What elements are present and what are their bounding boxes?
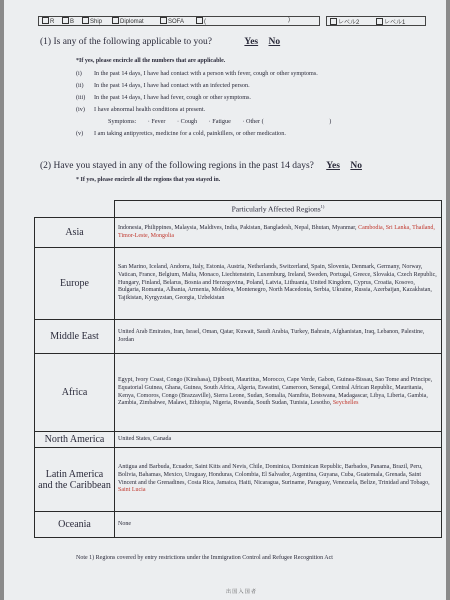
symptoms-line (108, 118, 331, 125)
q1-item-i[interactable] (76, 70, 318, 77)
option-label: Diplomat (120, 19, 144, 25)
country-highlight: Cambodia, Sri Lanka, Thailand, Timor-Leste, Mongolia (118, 224, 435, 239)
q1-no-option[interactable]: No (268, 37, 281, 47)
table-row (35, 354, 442, 432)
q1-yes-option[interactable]: Yes (244, 37, 259, 47)
checkbox-icon (376, 18, 383, 25)
symptom-other-close: ) (329, 118, 332, 125)
option-diplomat[interactable] (112, 17, 144, 25)
form-sheet (4, 0, 446, 600)
option-label: B (70, 19, 75, 25)
option-b[interactable] (62, 17, 74, 25)
countries-africa (115, 354, 442, 432)
country-list: Antigua and Barbuda, Ecuador, Saint Kitts and Nevis, Chile, Dominica, Dominican Republic, Barbados, Panama, Brazil, Peru, Bolivia, Bahamas, Mexico, Uruguay, Honduras, Colombia, El Salvador, Argentina, Guyana, Cuba, Guatemala, Grenada, Saint Vincent and the Grenadines, Costa Rica, Jamaica, Haiti, Nicaragua, Suriname, Paraguay, Venezuela, Belize, Trinidad and Tobago, (118, 464, 430, 486)
table-header-row (35, 201, 442, 218)
q1-item-iv[interactable] (76, 106, 205, 113)
option-label: レベル2 (338, 20, 360, 26)
symptom-fever[interactable]: · Fever (147, 118, 166, 125)
question-2 (40, 161, 362, 171)
item-number: (i) (76, 70, 82, 77)
countries-middle-east (115, 320, 442, 354)
close-paren: ) (288, 17, 290, 23)
region-north-america[interactable]: North America (35, 432, 115, 448)
symptom-cough[interactable]: · Cough (177, 118, 198, 125)
country-list: United States, Canada (118, 435, 172, 442)
option-ship[interactable] (82, 17, 102, 25)
q1-item-ii[interactable] (76, 82, 250, 89)
checkbox-icon (62, 17, 69, 24)
q2-no-option[interactable]: No (350, 161, 362, 171)
stamp-text: 出 国 入 国 者 (226, 590, 257, 595)
option-label: Ship (90, 19, 103, 25)
countries-north-america (115, 432, 442, 448)
question-1-text: (1) Is any of the following applicable to you? (40, 37, 213, 47)
checkbox-icon (160, 17, 167, 24)
table-header-text: Particularly Affected Regions (231, 204, 321, 214)
country-highlight: Saint Lucia (118, 487, 146, 494)
table-row (35, 218, 442, 248)
symptom-fatigue[interactable]: · Fatigue (208, 118, 231, 125)
checkbox-icon (42, 17, 49, 24)
item-text: In the past 14 days, I have had contact with a person with fever, cough or other symptoms. (94, 70, 318, 77)
symptoms-label: Symptoms: (108, 118, 137, 125)
countries-latin-america (115, 448, 442, 512)
footnote: Note 1) Regions covered by entry restrictions under the Immigration Control and Refugee Recognition Act (76, 555, 333, 561)
region-oceania[interactable]: Oceania (35, 512, 115, 538)
option-label: ( (204, 19, 206, 25)
symptom-other[interactable]: · Other ( (242, 118, 264, 125)
region-middle-east[interactable]: Middle East (35, 320, 115, 354)
option-other[interactable] (196, 17, 206, 25)
table-row (35, 448, 442, 512)
item-text: I am taking antipyretics, medicine for a cold, painkillers, or other medication. (94, 130, 286, 137)
table-row (35, 248, 442, 320)
table-row (35, 320, 442, 354)
q1-instruction: *If yes, please encircle all the numbers that are applicable. (76, 58, 226, 64)
table-header (115, 201, 442, 218)
item-number: (v) (76, 130, 84, 137)
countries-europe (115, 248, 442, 320)
table-header-note: 1) (320, 204, 325, 210)
header-blank-cell (35, 201, 115, 218)
option-sofa[interactable] (160, 17, 184, 25)
q2-instruction: * If yes, please encircle all the regions that you stayed in. (76, 177, 221, 183)
visa-type-bar (38, 16, 436, 27)
checkbox-icon (196, 17, 203, 24)
question-1 (40, 37, 280, 47)
checkbox-icon (112, 17, 119, 24)
item-text: In the past 14 days, I have had fever, cough or other symptoms. (94, 94, 251, 101)
country-list: Egypt, Ivory Coast, Congo (Kinshasa), Djibouti, Mauritius, Morocco, Cape Verde, Gabon, Guinea-Bissau, Sao Tome and Principe, Equatorial Guinea, Ghana, Guinea, South Africa, Algeria, Eswatini, Cameroon, Senegal, Central African Republic, Mauritania, Kenya, Comoros, Congo (Brazzaville), Sierra Leone, Sudan, Somalia, Namibia, Botswana, Madagascar, Libya, Liberia, Gambia, Zambia, Zimbabwe, Malawi, Ethiopia, Nigeria, Rwanda, South Sudan, Tunisia, Lesotho, (118, 377, 433, 407)
checkbox-icon (330, 18, 337, 25)
country-highlight: Seychelles (332, 400, 359, 407)
item-text: In the past 14 days, I have had contact with an infected person. (94, 82, 250, 89)
countries-asia (115, 218, 442, 248)
item-number: (iii) (76, 94, 86, 101)
country-list: None (118, 520, 131, 527)
region-africa[interactable]: Africa (35, 354, 115, 432)
item-text: I have abnormal health conditions at present. (94, 106, 206, 113)
country-list: United Arab Emirates, Iran, Israel, Oman, Qatar, Kuwait, Saudi Arabia, Turkey, Bahrain, Afghanistan, Iraq, Lebanon, Palestine, Jordan (118, 328, 425, 343)
q1-item-iii[interactable] (76, 94, 251, 101)
option-level2[interactable] (330, 17, 359, 26)
item-number: (ii) (76, 82, 84, 89)
countries-oceania (115, 512, 442, 538)
q1-item-v[interactable] (76, 130, 286, 137)
option-level1[interactable] (376, 17, 405, 26)
regions-table (34, 200, 442, 538)
table-row (35, 432, 442, 448)
question-2-text: (2) Have you stayed in any of the following regions in the past 14 days? (40, 161, 314, 171)
option-r[interactable] (42, 17, 54, 25)
region-asia[interactable]: Asia (35, 218, 115, 248)
item-number: (iv) (76, 106, 85, 113)
country-list: San Marino, Iceland, Andorra, Italy, Estonia, Austria, Netherlands, Switzerland, Spain, Slovenia, Denmark, Germany, Norway, Vatican, France, Belgium, Malta, Monaco, Liechtenstein, Luxemburg, Ireland, Sweden, Portugal, Greece, Slovakia, Czech Republic, Hungary, Finland, Belarus, Bosnia and Herzegovina, Poland, Latvia, Lithuania, United Kingdom, Cyprus, Croatia, Kosovo, Bulgaria, Romania, Albania, Armenia, Moldova, Montenegro, North Macedonia, Serbia, Ukraine, Russia, Azerbaijan, Kazakhstan, Tajikistan, Kyrgyzstan, Georgia, Uzbekistan (118, 264, 437, 301)
country-list: Indonesia, Philippines, Malaysia, Maldives, India, Pakistan, Bangladesh, Nepal, Bhutan, Myanmar, (118, 224, 357, 231)
table-row (35, 512, 442, 538)
region-latin-america[interactable]: Latin America and the Caribbean (35, 448, 115, 512)
option-label: R (50, 19, 55, 25)
option-label: レベル1 (384, 20, 406, 26)
region-europe[interactable]: Europe (35, 248, 115, 320)
checkbox-icon (82, 17, 89, 24)
option-label: SOFA (168, 19, 185, 25)
q2-yes-option[interactable]: Yes (326, 161, 340, 171)
